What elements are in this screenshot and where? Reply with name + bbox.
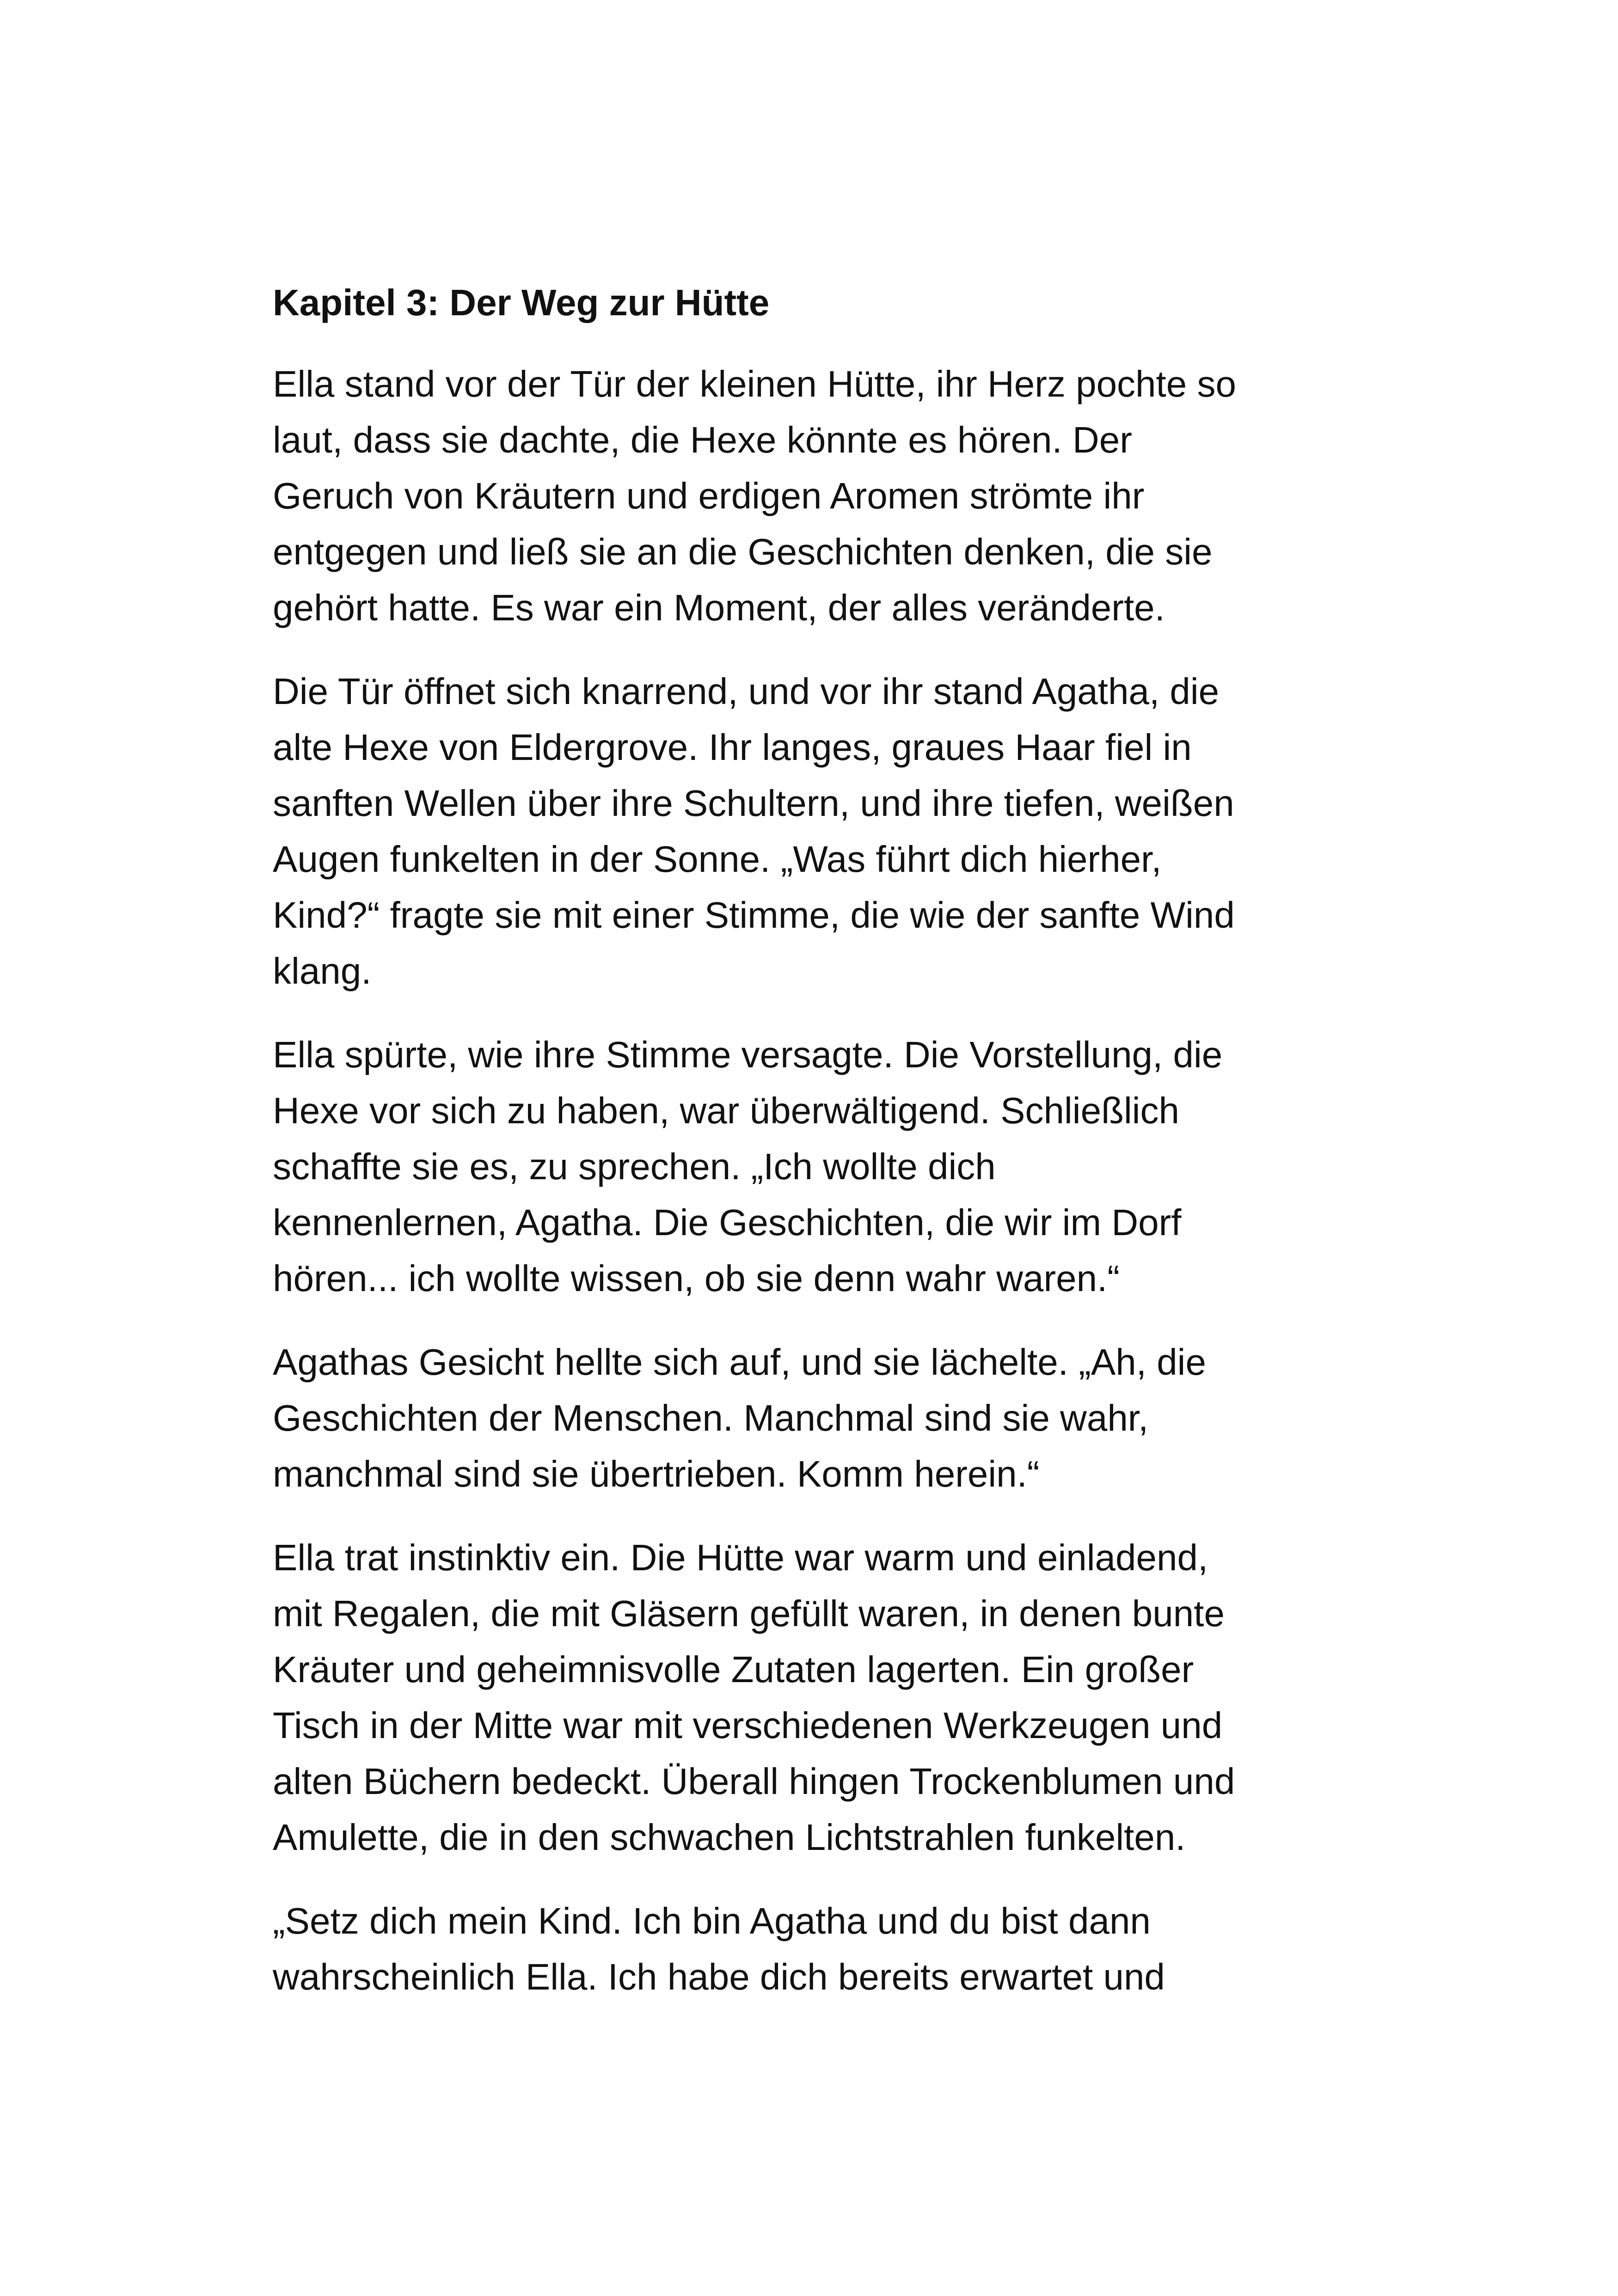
- text-line: alte Hexe von Eldergrove. Ihr langes, graues Haar fiel in: [273, 727, 1192, 768]
- chapter-title: Kapitel 3: Der Weg zur Hütte: [273, 282, 770, 323]
- text-line: „Setz dich mein Kind. Ich bin Agatha und du bist dann: [273, 1900, 1151, 1941]
- paragraph: [273, 663, 1382, 999]
- paragraph: [273, 1893, 1382, 2005]
- text-line: manchmal sind sie übertrieben. Komm herein.“: [273, 1453, 1040, 1494]
- text-line: klang.: [273, 950, 372, 992]
- text-line: Ella stand vor der Tür der kleinen Hütte, ihr Herz pochte so: [273, 363, 1236, 404]
- text-line: Geruch von Kräutern und erdigen Aromen strömte ihr: [273, 475, 1145, 516]
- paragraph: [273, 1027, 1382, 1306]
- text-line: Ella trat instinktiv ein. Die Hütte war warm und einladend,: [273, 1537, 1208, 1578]
- text-line: Kind?“ fragte sie mit einer Stimme, die wie der sanfte Wind: [273, 894, 1235, 936]
- paragraph: [273, 356, 1382, 636]
- text-line: Tisch in der Mitte war mit verschiedenen Werkzeugen und: [273, 1705, 1223, 1746]
- text-line: Agathas Gesicht hellte sich auf, und sie lächelte. „Ah, die: [273, 1341, 1206, 1383]
- text-line: Amulette, die in den schwachen Lichtstrahlen funkelten.: [273, 1817, 1186, 1858]
- text-line: Die Tür öffnet sich knarrend, und vor ihr stand Agatha, die: [273, 671, 1220, 712]
- text-line: Augen funkelten in der Sonne. „Was führt dich hierher,: [273, 839, 1162, 880]
- text-line: schaffte sie es, zu sprechen. „Ich wollte dich: [273, 1146, 996, 1187]
- text-line: sanften Wellen über ihre Schultern, und ihre tiefen, weißen: [273, 783, 1234, 824]
- document-page: [273, 277, 1382, 2033]
- text-line: gehört hatte. Es war ein Moment, der alles veränderte.: [273, 587, 1165, 628]
- text-line: wahrscheinlich Ella. Ich habe dich bereits erwartet und: [273, 1956, 1165, 1997]
- text-line: Kräuter und geheimnisvolle Zutaten lagerten. Ein großer: [273, 1649, 1194, 1690]
- text-line: hören... ich wollte wissen, ob sie denn wahr waren.“: [273, 1258, 1120, 1299]
- paragraph-list: [273, 356, 1382, 2005]
- text-line: Geschichten der Menschen. Manchmal sind sie wahr,: [273, 1397, 1149, 1439]
- text-line: entgegen und ließ sie an die Geschichten denken, die sie: [273, 531, 1213, 572]
- text-line: Ella spürte, wie ihre Stimme versagte. Die Vorstellung, die: [273, 1034, 1223, 1075]
- paragraph: [273, 1334, 1382, 1502]
- text-line: laut, dass sie dachte, die Hexe könnte es hören. Der: [273, 419, 1132, 460]
- text-line: alten Büchern bedeckt. Überall hingen Trockenblumen und: [273, 1761, 1235, 1802]
- paragraph: [273, 1530, 1382, 1865]
- text-line: mit Regalen, die mit Gläsern gefüllt waren, in denen bunte: [273, 1593, 1225, 1634]
- text-line: Hexe vor sich zu haben, war überwältigend. Schließlich: [273, 1090, 1179, 1131]
- text-line: kennenlernen, Agatha. Die Geschichten, die wir im Dorf: [273, 1202, 1182, 1243]
